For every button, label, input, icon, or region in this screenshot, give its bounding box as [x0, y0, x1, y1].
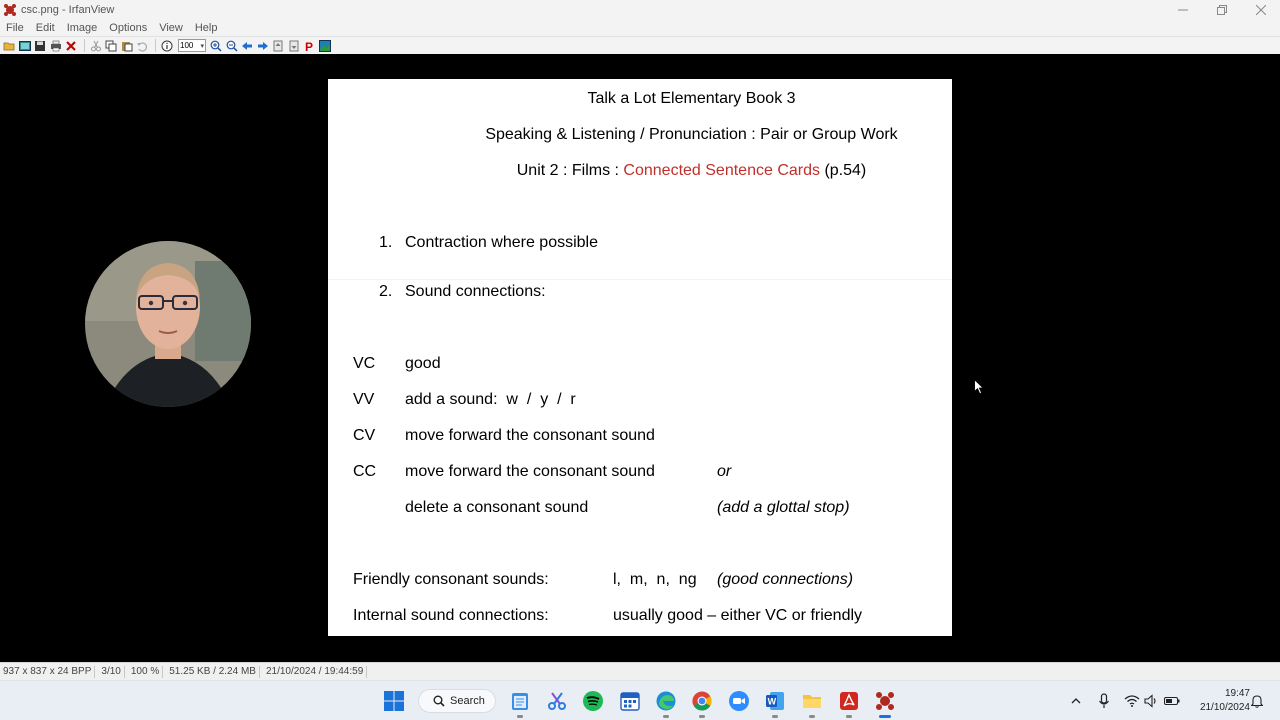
- edge-browser-icon: [656, 691, 676, 711]
- open-folder-icon: [3, 40, 15, 52]
- running-indicator: [846, 715, 852, 718]
- row-label: CC: [353, 463, 377, 480]
- undo-icon: [136, 40, 148, 52]
- cut-button[interactable]: [89, 39, 103, 53]
- undo-button[interactable]: [135, 39, 149, 53]
- scissors-icon: [90, 40, 102, 52]
- taskbar-spotify[interactable]: [581, 689, 605, 713]
- status-file-size: 51.25 KB / 2.24 MB: [166, 666, 260, 678]
- zoom-in-icon: [210, 40, 222, 52]
- minimize-button[interactable]: [1163, 0, 1202, 20]
- irfanview-icon: [3, 3, 17, 17]
- print-button[interactable]: [49, 39, 63, 53]
- menu-image[interactable]: Image: [66, 22, 98, 34]
- row-text: add a sound: w / y / r: [405, 391, 576, 408]
- copy-button[interactable]: [104, 39, 118, 53]
- friendly-label: Friendly consonant sounds:: [353, 571, 549, 588]
- wifi-icon: [1124, 694, 1140, 708]
- row-note: or: [717, 463, 732, 480]
- unit-prefix: Unit 2 : Films :: [516, 162, 624, 179]
- clock-date: 21/10/2024: [1199, 702, 1250, 713]
- print-icon: [50, 40, 62, 52]
- calendar-icon: [620, 691, 640, 711]
- menu-file[interactable]: File: [6, 22, 24, 34]
- taskbar-edge[interactable]: [654, 689, 678, 713]
- spotify-icon: [583, 691, 603, 711]
- taskbar-acrobat[interactable]: [837, 689, 861, 713]
- slide-subtitle: Speaking & Listening / Pronunciation : Pair or Group Work: [485, 126, 898, 143]
- irfanview-icon: [875, 691, 895, 711]
- battery-icon: [1164, 695, 1180, 707]
- menu-help[interactable]: Help: [194, 22, 218, 34]
- taskbar-irfanview[interactable]: [873, 689, 897, 713]
- copy-icon: [105, 40, 117, 52]
- search-label: Search: [450, 695, 485, 707]
- zoom-out-button[interactable]: [225, 39, 239, 53]
- start-button[interactable]: [382, 689, 406, 713]
- taskbar-file-explorer[interactable]: [800, 689, 824, 713]
- chrome-icon: [692, 691, 712, 711]
- row-label: VV: [353, 391, 375, 408]
- delete-x-icon: [65, 40, 77, 52]
- svg-text:W: W: [767, 696, 777, 707]
- restore-icon: [1217, 5, 1227, 15]
- friendly-note: (good connections): [717, 571, 854, 588]
- image-viewer[interactable]: [0, 55, 1280, 662]
- slide-title: Talk a Lot Elementary Book 3: [587, 90, 796, 107]
- running-indicator: [517, 715, 523, 718]
- next-button[interactable]: [256, 39, 270, 53]
- window-title: csc.png - IrfanView: [21, 4, 115, 16]
- row-text: good: [405, 355, 441, 372]
- item-1-number: 1.: [379, 234, 393, 251]
- save-icon: [34, 40, 46, 52]
- restore-button[interactable]: [1202, 0, 1241, 20]
- unit-suffix: (p.54): [820, 162, 867, 179]
- first-page-icon: [272, 40, 284, 52]
- close-icon: [1256, 5, 1266, 15]
- clock-time: 19:47: [1224, 688, 1250, 699]
- slideshow-button[interactable]: [18, 39, 32, 53]
- chevron-down-icon: ▾: [200, 43, 204, 50]
- network-button[interactable]: [1124, 681, 1140, 720]
- item-2-number: 2.: [379, 283, 393, 300]
- status-zoom: 100 %: [128, 666, 163, 678]
- taskbar-notepad[interactable]: [508, 689, 532, 713]
- slide-unit-line: [328, 162, 1055, 180]
- running-indicator: [699, 715, 705, 718]
- last-image-button[interactable]: [287, 39, 301, 53]
- status-datetime: 21/10/2024 / 19:44:59: [263, 666, 367, 678]
- notepad-icon: [511, 691, 529, 711]
- battery-button[interactable]: [1164, 681, 1180, 720]
- row-text: move forward the consonant sound: [405, 463, 655, 480]
- toolbar: [0, 36, 1280, 54]
- minimize-icon: [1178, 5, 1188, 15]
- paste-button[interactable]: [120, 39, 134, 53]
- item-2-text: Sound connections:: [405, 283, 546, 300]
- tray-overflow-button[interactable]: [1070, 681, 1082, 720]
- notifications-button[interactable]: [1251, 681, 1263, 720]
- internal-value: usually good – either VC or friendly: [613, 607, 863, 624]
- taskbar-zoom[interactable]: [727, 689, 751, 713]
- taskbar-snipping-tool[interactable]: [545, 689, 569, 713]
- microphone-icon: [1098, 693, 1110, 709]
- properties-button[interactable]: [302, 39, 316, 53]
- zoom-select[interactable]: [178, 39, 206, 52]
- unit-highlight: Connected Sentence Cards: [623, 162, 820, 179]
- status-dimensions: 937 x 837 x 24 BPP: [0, 666, 95, 678]
- menu-bar: [0, 20, 1280, 36]
- toolbar-divider: [84, 39, 85, 52]
- word-icon: [765, 691, 785, 711]
- status-index: 3/10: [98, 666, 124, 678]
- paste-icon: [121, 40, 133, 52]
- status-bar: [0, 662, 1280, 680]
- toolbar-divider: [155, 39, 156, 52]
- row-text: move forward the consonant sound: [405, 427, 655, 444]
- microphone-button[interactable]: [1098, 681, 1110, 720]
- taskbar-chrome[interactable]: [690, 689, 714, 713]
- item-1-text: Contraction where possible: [405, 234, 598, 251]
- zoom-out-icon: [226, 40, 238, 52]
- first-image-button[interactable]: [271, 39, 285, 53]
- windows-start-icon: [384, 691, 404, 711]
- landscape-icon: [319, 40, 331, 52]
- slideshow-icon: [19, 40, 31, 52]
- taskbar-clock[interactable]: [1186, 687, 1250, 715]
- taskbar-calendar[interactable]: [618, 689, 642, 713]
- menu-options[interactable]: Options: [109, 22, 148, 34]
- info-icon: [161, 40, 173, 52]
- webcam-overlay: [85, 241, 251, 407]
- slide-image: [328, 79, 952, 636]
- pdf-icon: [839, 691, 859, 711]
- menu-view[interactable]: View: [159, 22, 183, 34]
- zoom-in-button[interactable]: [209, 39, 223, 53]
- previous-button[interactable]: [240, 39, 254, 53]
- row-label: VC: [353, 355, 376, 372]
- speaker-icon: [1144, 694, 1158, 708]
- paint-icon: [303, 40, 315, 52]
- row-note: (add a glottal stop): [717, 499, 850, 516]
- about-button[interactable]: [318, 39, 332, 53]
- taskbar-word[interactable]: [763, 689, 787, 713]
- bell-icon: [1251, 694, 1263, 708]
- running-indicator: [772, 715, 778, 718]
- volume-button[interactable]: [1144, 681, 1158, 720]
- row-text: delete a consonant sound: [405, 499, 589, 516]
- info-button[interactable]: [160, 39, 174, 53]
- active-indicator: [879, 715, 891, 718]
- arrow-right-icon: [257, 40, 269, 52]
- close-button[interactable]: [1241, 0, 1280, 20]
- open-button[interactable]: [2, 39, 16, 53]
- snipping-tool-icon: [547, 691, 567, 711]
- row-label: CV: [353, 427, 376, 444]
- zoom-value: 100: [180, 41, 194, 50]
- slide-divider: [328, 279, 952, 280]
- last-page-icon: [288, 40, 300, 52]
- running-indicator: [663, 715, 669, 718]
- taskbar-search[interactable]: [418, 689, 496, 713]
- presenter-video: [85, 241, 251, 407]
- search-icon: [433, 695, 445, 707]
- chevron-up-icon: [1070, 695, 1082, 707]
- running-indicator: [809, 715, 815, 718]
- arrow-left-icon: [241, 40, 253, 52]
- folder-icon: [802, 691, 822, 711]
- title-bar: [0, 0, 1280, 20]
- internal-label: Internal sound connections:: [353, 607, 549, 624]
- menu-edit[interactable]: Edit: [35, 22, 55, 34]
- delete-button[interactable]: [64, 39, 78, 53]
- taskbar: [0, 680, 1280, 720]
- zoom-app-icon: [729, 691, 749, 711]
- svg-text:P: P: [305, 39, 314, 52]
- mouse-cursor-icon: [974, 379, 984, 395]
- friendly-value: l, m, n, ng: [613, 571, 697, 588]
- save-button[interactable]: [33, 39, 47, 53]
